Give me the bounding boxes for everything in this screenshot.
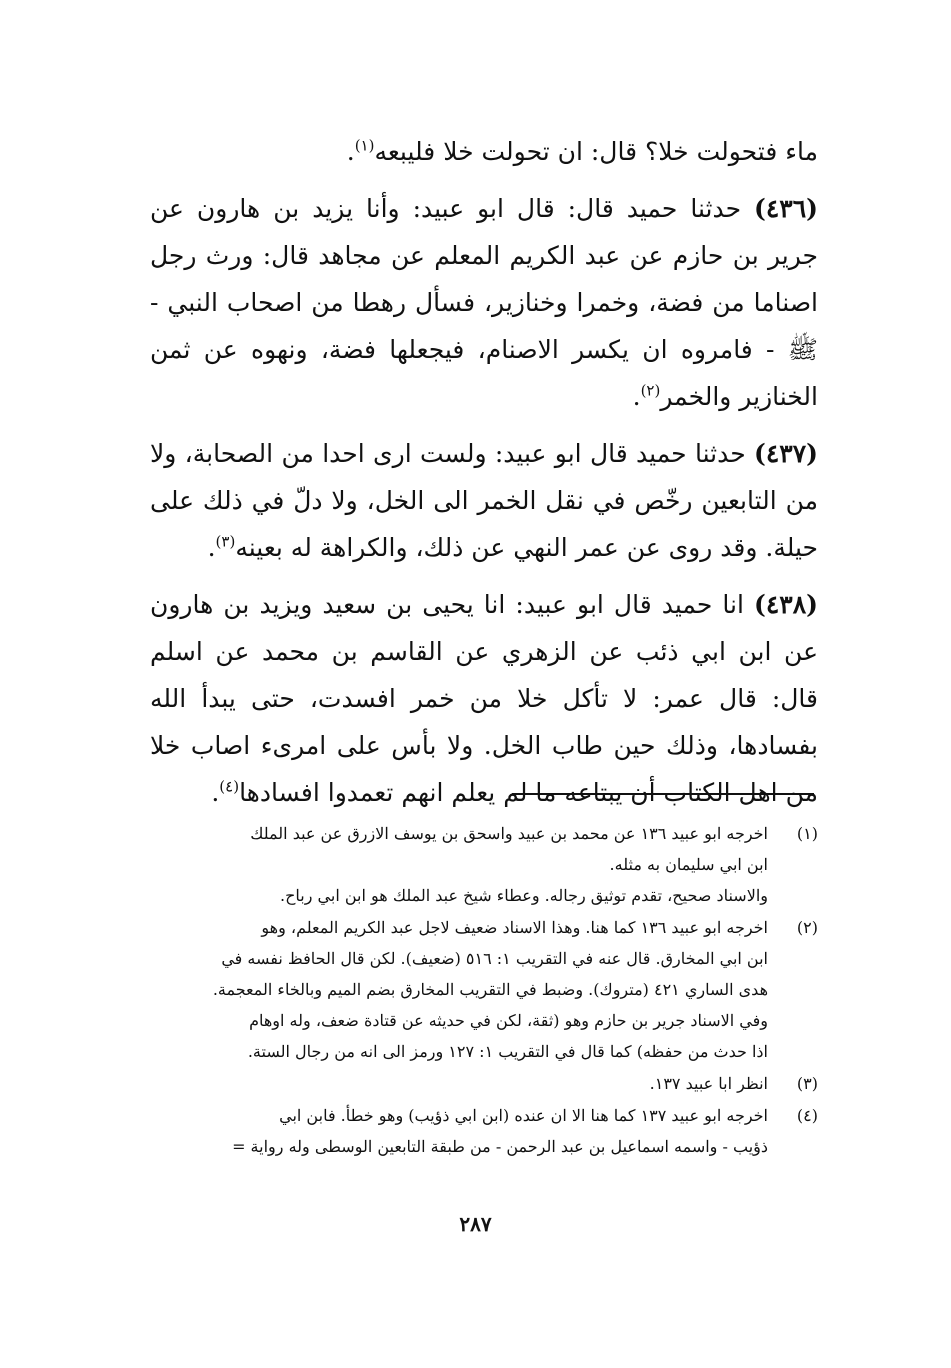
paragraph-436: (٤٣٦) حدثنا حميد قال: قال ابو عبيد: وأنا يزيد بن هارون عن جرير بن حازم عن عبد الكريم المعلم عن مجاهد قال: ورث رجل اصناما من فضة، وخمرا وخنازير، فسأل رهطا من اصحاب النبي - ﷺ - فامروه ان يكسر الاصنام، فيجعلها فضة، ونهوه عن ثمن الخنازير والخمر$^{(٢)}$. — [150, 194, 818, 411]
hadith-text-436: حدثنا حميد قال: قال ابو عبيد: وأنا يزيد بن هارون عن جرير بن حازم عن عبد الكريم المعلم عن مجاهد قال: ورث رجل اصناما من فضة، وخمرا وخنازير، فسأل رهطا من اصحاب النبي - ﷺ - فامروه ان يكسر الاصنام، فيجعلها فضة، ونهوه عن ثمن الخنازير والخمر — [150, 194, 818, 411]
footnote-2 — [150, 912, 818, 1067]
footnote-1 — [150, 818, 818, 911]
footnote-text — [150, 818, 768, 911]
footnote-line: اخرجه ابو عبيد ١٣٦ عن محمد بن عبيد واسحق بن يوسف الازرق عن عبد الملك — [250, 824, 768, 843]
footnote-ref-3: (٣) — [215, 532, 236, 551]
footnote-number: (٣) — [796, 1074, 818, 1093]
footnote-line: اخرجه ابو عبيد ١٣٦ كما هنا. وهذا الاسناد ضعيف لاجل عبد الكريم المعلم، وهو — [261, 918, 768, 937]
footnote-ref-4: (٤) — [219, 777, 240, 796]
hadith-number-437: (٤٣٧) — [754, 439, 818, 468]
footnote-line: وفي الاسناد جرير بن حازم وهو (ثقة، لكن في حديثه عن قتادة ضعف، وله اوهام — [249, 1011, 768, 1030]
hadith-text-438: انا حميد قال ابو عبيد: انا يحيى بن سعيد ويزيد بن هارون عن ابن ابي ذئب عن الزهري عن القاسم بن محمد عن اسلم قال: قال عمر: لا تأكل خلا من خمر افسدت، حتى يبدأ الله بفسادها، وذلك حين طاب الخل. ولا بأس على امرىء اصاب خلا من اهل الكتاب أن يبتاعه ما لم يعلم انهم تعمدوا افسادها — [150, 590, 818, 807]
page-number: ٢٨٧ — [459, 1212, 492, 1236]
intro-text: ماء فتحولت خلا؟ قال: ان تحولت خلا فليبعه — [374, 137, 818, 166]
footnote-3 — [150, 1068, 818, 1099]
footnote-line: ذؤيب - واسمه اسماعيل بن عبد الرحمن - من طبقة التابعين الوسطى وله رواية = — [232, 1137, 768, 1156]
footnote-text — [150, 912, 768, 1067]
paragraph-438: (٤٣٨) انا حميد قال ابو عبيد: انا يحيى بن سعيد ويزيد بن هارون عن ابن ابي ذئب عن الزهري عن القاسم بن محمد عن اسلم قال: قال عمر: لا تأكل خلا من خمر افسدت، حتى يبدأ الله بفسادها، وذلك حين طاب الخل. ولا بأس على امرىء اصاب خلا من اهل الكتاب أن يبتاعه ما لم يعلم انهم تعمدوا افسادها$^{(٤)}$. — [150, 590, 818, 807]
footnote-line: هدى الساري ٤٢١ (متروك). وضبط في التقريب المخارق بضم الميم وبالخاء المعجمة. — [212, 980, 768, 999]
footnote-line: ابن ابي المخارق. قال عنه في التقريب ١: ٥١٦ (ضعيف). لكن قال الحافظ نفسه في — [221, 949, 768, 968]
footnote-number: (٤) — [796, 1106, 818, 1125]
footnote-ref-2: (٢) — [640, 381, 661, 400]
hadith-number-438: (٤٣٨) — [754, 590, 818, 619]
footnote-4 — [150, 1100, 818, 1162]
footnote-line: ابن ابي سليمان به مثله. — [609, 855, 768, 874]
main-text — [150, 128, 818, 826]
hadith-number-436: (٤٣٦) — [754, 194, 818, 223]
footnote-number: (١) — [796, 824, 818, 843]
footnote-line: انظر ابا عبيد ١٣٧. — [649, 1074, 768, 1093]
footnote-line: اذا حدث من حفظه) كما قال في التقريب ١: ١٢٧ ورمز الى انه من رجال الستة. — [247, 1042, 768, 1061]
footnote-line: والاسناد صحيح، تقدم توثيق رجاله. وعطاء شيخ عبد الملك هو ابن ابي رباح. — [280, 886, 768, 905]
footnote-number: (٢) — [796, 918, 818, 937]
paragraph-intro: ماء فتحولت خلا؟ قال: ان تحولت خلا فليبعه$^{(١)}$. — [346, 136, 818, 166]
footnote-line: اخرجه ابو عبيد ١٣٧ كما هنا الا ان عنده (ابن ابي ذؤيب) وهو خطأ. فابن ابي — [279, 1106, 768, 1125]
hadith-text-437: حدثنا حميد قال ابو عبيد: ولست ارى احدا من الصحابة، ولا من التابعين رخّص في نقل الخمر الى الخل، ولا دلّ في ذلك على حيلة. وقد روى عن عمر النهي عن ذلك، والكراهة له بعينه — [150, 439, 818, 562]
paragraph-437: (٤٣٧) حدثنا حميد قال ابو عبيد: ولست ارى احدا من الصحابة، ولا من التابعين رخّص في نقل الخمر الى الخل، ولا دلّ في ذلك على حيلة. وقد روى عن عمر النهي عن ذلك، والكراهة له بعينه$^{(٣)}$. — [150, 439, 818, 562]
footnote-text — [150, 1068, 768, 1099]
footnotes — [150, 818, 818, 1163]
footnote-divider — [512, 793, 814, 795]
footnote-ref-1: (١) — [354, 136, 375, 155]
footnote-text — [150, 1100, 768, 1162]
